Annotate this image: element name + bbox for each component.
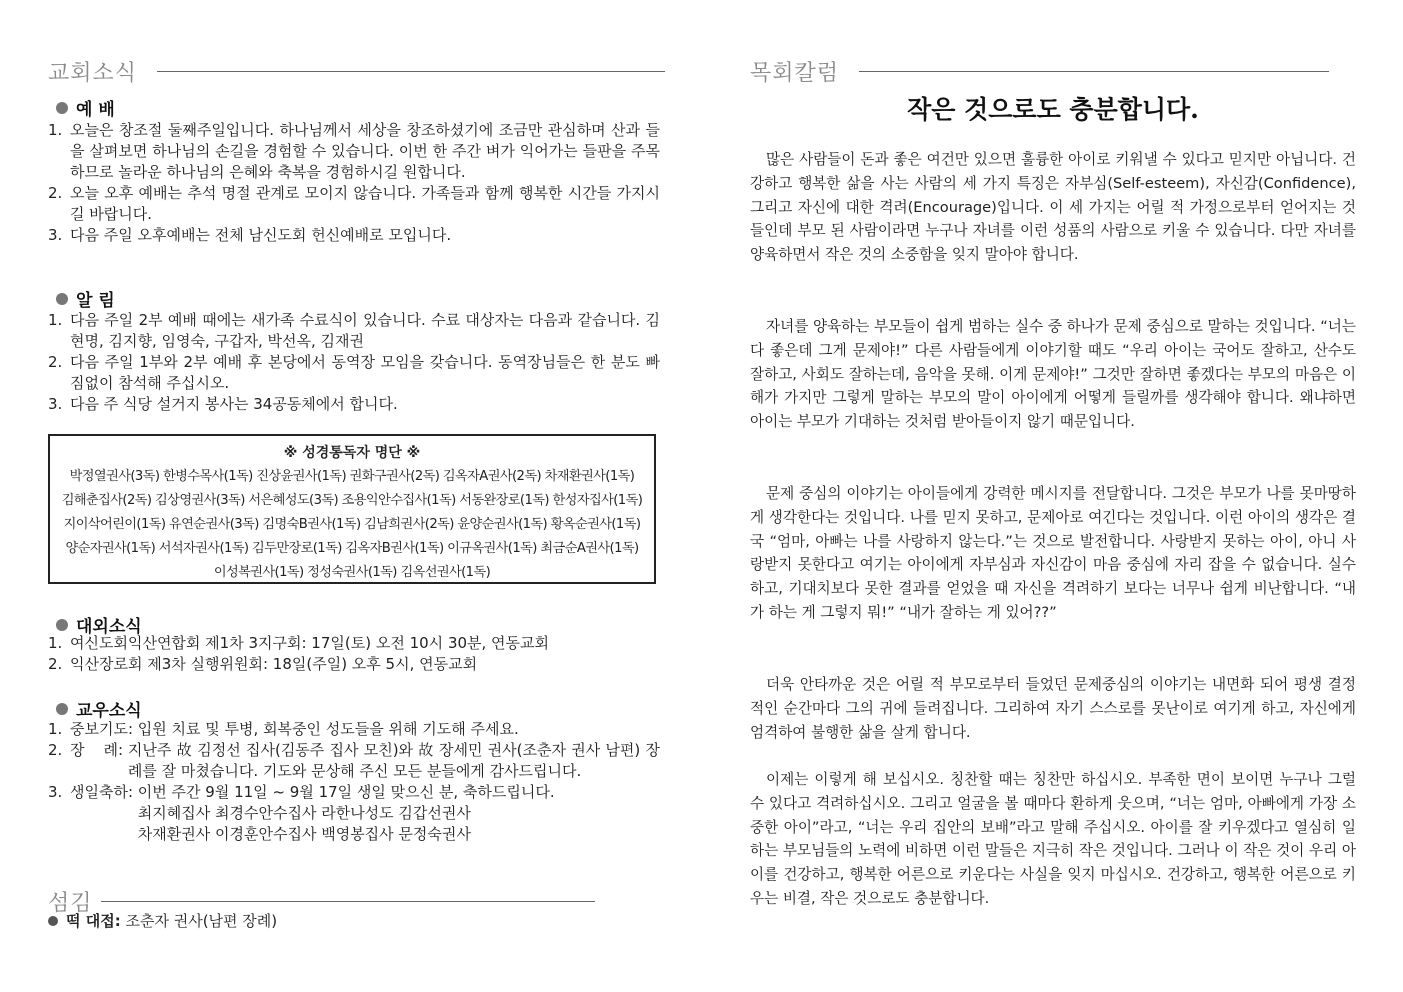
item-text: 입원 치료 및 투병, 회복중인 성도들을 위해 기도해 주세요. [137,720,519,738]
list-item [48,719,660,740]
list-item [48,740,660,782]
item-text: 다음 주일 오후예배는 전체 남신도회 헌신예배로 모입니다. [70,226,452,244]
item-number: 3. [48,783,63,801]
item-text: 지난주 故 김정선 집사(김동주 집사 모친)와 故 장세민 권사(조춘자 권사 남편) 장례를 잘 마쳤습니다. 기도와 문상해 주신 모든 분들에게 감사드립니다. [127,741,660,780]
header-rule [157,71,665,72]
bible-box-line: 지이삭어린이(1독) 유연순권사(3독) 김명숙B권사(1독) 김남희권사(2독) 윤양순권사(1독) 황옥순권사(1독) [63,517,641,532]
worship-subheading [56,95,115,120]
bible-box-line: 박정열권사(3독) 한병수목사(1독) 진상윤권사(1독) 권화구권사(2독) 김옥자A권사(2독) 차재환권사(1독) [69,469,635,484]
external-title: 대외소식 [76,617,142,637]
bible-box-title: ※ 성경통독자 명단 ※ [283,445,421,461]
notice-subheading [56,286,115,311]
item-number: 1. [48,311,63,329]
church-news-heading: 교회소식 [48,61,138,86]
column-paragraph: 더욱 안타까운 것은 어릴 적 부모로부터 들었던 문제중심의 이야기는 내면화 되어 평생 결정적인 순간마다 그의 귀에 들려집니다. 그리하여 자기 스스로를 못난이로 여기게 하고, 자신에게 엄격하여 불행한 삶을 살게 합니다. [750,676,1356,741]
item-text: 다음 주일 2부 예배 때에는 새가족 수료식이 있습니다. 수료 대상자는 다음과 같습니다. 김현명, 김지향, 임영숙, 구갑자, 박선옥, 김재권 [70,311,660,350]
bullet-icon [56,102,68,114]
item-text: 오늘은 창조절 둘째주일입니다. 하나님께서 세상을 창조하셨기에 조금만 관심하며 산과 들을 살펴보면 하나님의 손길을 경험할 수 있습니다. 이번 한 주간 벼가 익어가는 들판을 주목하므로 놀라운 하나님의 은혜와 축복을 경험하시길 원합니다. [70,121,660,181]
column-paragraph: 이제는 이렇게 해 보십시오. 칭찬할 때는 칭찬만 하십시오. 부족한 면이 보이면 누구나 그럴 수 있다고 격려하십시오. 그리고 얼굴을 볼 때마다 환하게 웃으며, “너는 엄마, 아빠에게 가장 소중한 아이”라고, “너는 우리 집안의 보배”라고 말해 주십시오. 아이를 잘 키우겠다고 열심히 일하는 부모님들의 노력에 비하면 이런 말들은 지극히 작은 것입니다. 그러나 이 작은 것이 우리 아이를 건강하고, 행복한 어른으로 키운다는 사실을 잊지 마십시오. 건강하고, 행복한 어른으로 키우는 비결, 작은 것으로도 충분합니다. [750,771,1356,907]
pastor-column-heading: 목회칼럼 [750,61,840,86]
bullet-icon [56,293,68,305]
item-label: 중보기도: [70,720,138,738]
members-list [48,719,660,845]
church-news-header [48,56,665,87]
item-text: 이번 주간 9월 11일 ~ 9월 17일 생일 맞으신 분, 축하드립니다. [137,783,555,801]
service-item [48,910,277,931]
item-text: 익산장로회 제3차 실행위원회: 18일(주일) 오후 5시, 연동교회 [70,655,478,673]
list-item [48,225,660,246]
worship-list [48,120,660,246]
column-paragraph: 문제 중심의 이야기는 아이들에게 강력한 메시지를 전달합니다. 그것은 부모가 나를 못마땅하게 생각한다는 것입니다. 나를 믿지 못하고, 문제아로 여긴다는 것입니다. 이런 아이의 생각은 결국 “엄마, 아빠는 나를 사랑하지 않는다.”는 것으로 발전합니다. 사랑받지 못하는 아이, 아니 사랑받지 못한다고 여기는 아이에게 자부심과 자신감이 마음 중심에 자리 잡을 수 없습니다. 실수하고, 기대치보다 못한 결과를 얻었을 때 자신을 격려하기 보다는 너무나 쉽게 비난합니다. “내가 하는 게 그렇지 뭐!” “내가 잘하는 게 있어??” [750,485,1356,621]
members-title: 교우소식 [76,701,142,721]
item-number: 1. [48,121,63,139]
item-number: 2. [48,655,63,673]
item-number: 3. [48,395,63,413]
list-item [48,782,660,845]
column-paragraph: 많은 사람들이 돈과 좋은 여건만 있으면 훌륭한 아이로 키워낼 수 있다고 믿지만 아닙니다. 건강하고 행복한 삶을 사는 사람의 세 가지 특징은 자부심(Self-esteem), 자신감(Confidence), 그리고 자신에 대한 격려(Encourage)입니다. 이 세 가지는 어릴 적 가정으로부터 얻어지는 것들인데 부모 된 사람이라면 누구나 자녀를 이런 성품의 사람으로 키울 수 있습니다. 다만 자녀를 양육하면서 작은 것의 소중함을 잊지 말아야 합니다. [750,151,1356,264]
item-number: 3. [48,226,63,244]
item-number: 1. [48,720,63,738]
bible-box-line: 이성복권사(1독) 정성숙권사(1독) 김옥선권사(1독) [213,565,491,580]
list-item [48,654,660,675]
header-rule [859,71,1329,72]
bible-box-line: 김해춘집사(2독) 김상영권사(3독) 서은혜성도(3독) 조용익안수집사(1독) 서동완장로(1독) 한성자집사(1독) [61,493,643,508]
column-title: 작은 것으로도 충분합니다. [907,95,1199,124]
item-text: 다음 주 식당 설거지 봉사는 34공동체에서 합니다. [70,395,398,413]
bullet-icon [56,619,68,631]
birthday-block [138,782,660,845]
item-text: 여신도회익산연합회 제1차 3지구회: 17일(토) 오전 10시 30분, 연동교회 [70,634,550,652]
service-heading: 섬김 [48,891,93,916]
item-number: 2. [48,353,63,371]
list-item [48,394,660,415]
members-subheading [56,696,142,721]
list-item [48,352,660,394]
list-item [48,310,660,352]
pastor-column-header [750,56,1329,87]
bullet-icon [48,916,58,926]
bible-reader-box [48,434,656,584]
list-item [48,120,660,183]
column-paragraph: 자녀를 양육하는 부모들이 쉽게 범하는 실수 중 하나가 문제 중심으로 말하는 것입니다. “너는 다 좋은데 그게 문제야!” 다른 사람들에게 이야기할 때도 “우리 아이는 국어도 잘하고, 산수도 잘하고, 사회도 잘하는데, 음악을 못해. 이게 문제야!” 그것만 잘하면 좋겠다는 부모의 마음은 이해가 가지만 그렇게 말하는 부모의 말이 아이에게 어떻게 들릴까를 생각해야 합니다. 왜냐하면 아이는 부모가 기대하는 것처럼 받아들이지 않기 때문입니다. [750,318,1356,431]
item-text: 오늘 오후 예배는 추석 명절 관계로 모이지 않습니다. 가족들과 함께 행복한 시간들 가지시길 바랍니다. [70,184,660,223]
birthday-names: 차재환권사 이경훈안수집사 백영봉집사 문정숙권사 [137,825,471,843]
list-item [48,633,660,654]
service-label: 떡 대접: [66,912,121,930]
header-rule [101,901,595,902]
birthday-names: 최지혜집사 최경수안수집사 라한나성도 김갑선권사 [137,804,471,822]
external-list [48,633,660,675]
item-number: 1. [48,634,63,652]
item-text: 다음 주일 1부와 2부 예배 후 본당에서 동역장 모임을 갖습니다. 동역장님들은 한 분도 빠짐없이 참석해 주십시오. [70,353,660,392]
item-number: 2. [48,184,63,202]
service-text: 조춘자 권사(남편 장례) [120,912,278,930]
list-item [48,183,660,225]
bullet-icon [56,703,68,715]
item-number: 2. [48,741,63,759]
item-label: 생일축하: [70,783,138,801]
notice-title: 알 림 [76,291,115,311]
bible-box-line: 양순자권사(1독) 서석자권사(1독) 김두만장로(1독) 김옥자B권사(1독) 이규옥권사(1독) 최금순A권사(1독) [65,541,639,556]
worship-title: 예 배 [76,100,115,120]
item-label: 장 례: [70,741,128,759]
notice-list [48,310,660,415]
